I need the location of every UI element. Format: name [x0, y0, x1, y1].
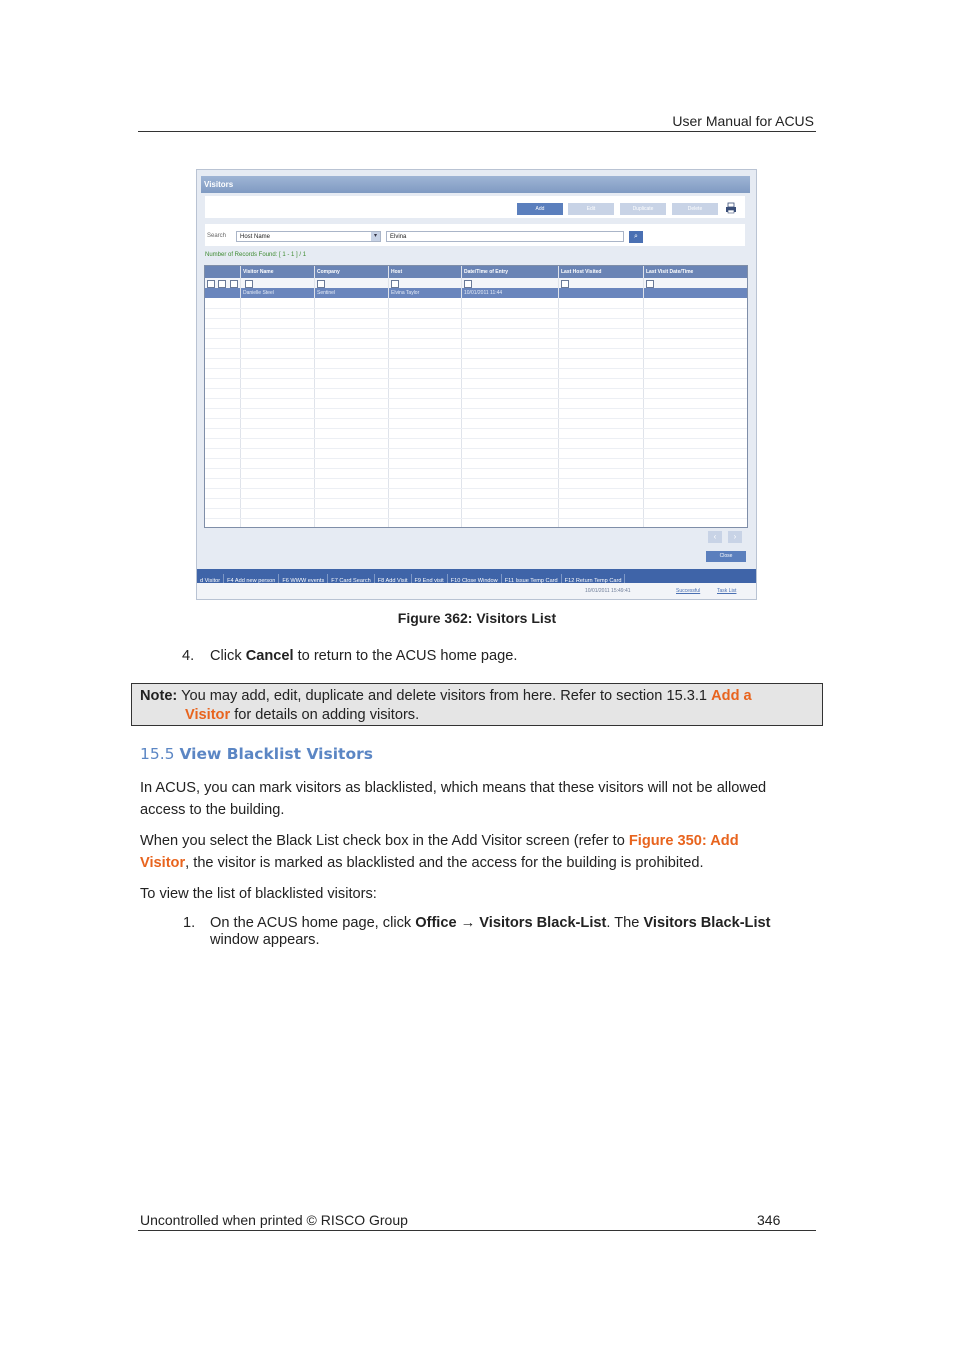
step-text-pre: On the ACUS home page, click	[210, 915, 416, 931]
step-number: 4.	[182, 648, 195, 664]
search-icon[interactable]: ⌕	[629, 231, 643, 243]
grid-line	[205, 358, 747, 359]
grid-line	[205, 478, 747, 479]
window-term: Visitors Black-List	[643, 915, 771, 931]
delete-button[interactable]: Delete	[672, 203, 718, 215]
grid-line	[205, 328, 747, 329]
column-header[interactable]: Host	[391, 269, 403, 275]
grid-line	[205, 438, 747, 439]
arrow: →	[456, 915, 480, 931]
grid-line	[205, 408, 747, 409]
search-label: Search	[207, 233, 227, 239]
step-text: window appears.	[210, 932, 320, 948]
step-text-post: to return to the ACUS home page.	[293, 648, 518, 664]
figure-350-link[interactable]: Figure 350: Add	[628, 833, 739, 849]
grid-line	[205, 468, 747, 469]
add-visitor-link[interactable]: Visitor	[185, 707, 231, 723]
paragraph-text: , the visitor is marked as blacklisted and the access for the building is prohibited.	[185, 855, 704, 871]
figure-caption: Figure 362: Visitors List	[397, 610, 557, 626]
column-header[interactable]: Company	[317, 269, 340, 275]
function-key[interactable]: F8 Add Visit	[375, 574, 412, 583]
step-text-pre: Click	[210, 648, 246, 664]
chevron-down-icon[interactable]: ▾	[371, 232, 380, 241]
filter-checkbox[interactable]	[646, 280, 654, 288]
function-key[interactable]: F7 Card Search	[328, 574, 374, 583]
status-bar	[197, 583, 756, 599]
cancel-term: Cancel	[245, 648, 294, 664]
paragraph-line: To view the list of blacklisted visitors:	[140, 886, 377, 902]
grid-line	[205, 498, 747, 499]
column-header[interactable]: Visitor Name	[243, 269, 274, 275]
running-header: User Manual for ACUS	[672, 113, 814, 129]
function-key[interactable]: F4 Add new person	[224, 574, 279, 583]
print-icon[interactable]	[725, 202, 737, 214]
grid-line	[205, 368, 747, 369]
column-header[interactable]: Last Visit Date/Time	[646, 269, 694, 275]
note-label: Note:	[140, 688, 178, 704]
close-button[interactable]: Close	[706, 551, 746, 562]
filter-checkbox[interactable]	[245, 280, 253, 288]
paragraph-line: access to the building.	[140, 802, 285, 818]
previous-page-button[interactable]: ‹	[708, 531, 722, 543]
task-list-link[interactable]: Task List	[717, 588, 737, 594]
filter-checkbox[interactable]	[561, 280, 569, 288]
office-term: Office	[415, 915, 457, 931]
search-input[interactable]: Elvina	[386, 231, 624, 242]
filter-checkbox[interactable]	[207, 280, 215, 288]
status-time: 10/01/2011 15:49:41	[585, 588, 631, 594]
table-cell: Elvina Taylor	[391, 290, 420, 296]
figure-350-link[interactable]: Visitor	[140, 855, 186, 871]
filter-checkbox[interactable]	[317, 280, 325, 288]
column-header[interactable]: Last Host Visited	[561, 269, 602, 275]
add-button[interactable]: Add	[517, 203, 563, 215]
paragraph-line	[140, 852, 704, 874]
window-title: Visitors	[201, 176, 750, 193]
visitors-table	[204, 265, 748, 528]
grid-line	[205, 308, 747, 309]
grid-line	[205, 348, 747, 349]
records-found: Number of Records Found: [ 1 - 1 ] / 1	[205, 252, 307, 258]
paragraph-line	[140, 830, 739, 852]
table-cell: Sentinel	[317, 290, 336, 296]
grid-line	[205, 378, 747, 379]
next-page-button[interactable]: ›	[728, 531, 742, 543]
grid-line	[205, 448, 747, 449]
function-key[interactable]: F9 End visit	[412, 574, 448, 583]
function-key[interactable]: F10 Close Window	[448, 574, 502, 583]
function-key[interactable]: F12 Return Temp Card	[562, 574, 626, 583]
function-key[interactable]: F6 WWW events	[279, 574, 328, 583]
grid-line	[205, 318, 747, 319]
grid-line	[205, 458, 747, 459]
filter-checkbox[interactable]	[218, 280, 226, 288]
duplicate-button[interactable]: Duplicate	[620, 203, 666, 215]
search-field-select[interactable]: Host Name	[236, 231, 381, 242]
filter-checkbox[interactable]	[230, 280, 238, 288]
grid-line	[205, 398, 747, 399]
filter-checkbox[interactable]	[464, 280, 472, 288]
function-key[interactable]: F11 Issue Temp Card	[502, 574, 562, 583]
filter-row	[205, 278, 747, 288]
section-heading	[140, 745, 373, 763]
visitors-screenshot	[196, 169, 757, 600]
page-number: 346	[757, 1212, 781, 1228]
note-text: You may add, edit, duplicate and delete visitors from here. Refer to section 15.3.1	[177, 688, 712, 704]
step-text	[210, 645, 517, 667]
table-cell: Danielle Steel	[243, 290, 274, 296]
function-key-bar	[197, 569, 756, 583]
paragraph-line: In ACUS, you can mark visitors as blacklisted, which means that these visitors will not be allowed	[140, 780, 767, 796]
add-visitor-link[interactable]: Add a	[711, 688, 752, 704]
note-text: for details on adding visitors.	[230, 707, 420, 723]
status-result-link[interactable]: Successful	[676, 588, 701, 594]
grid-line	[205, 508, 747, 509]
column-header[interactable]: Date/Time of Entry	[464, 269, 509, 275]
section-number: 15.5	[140, 745, 180, 763]
filter-checkbox[interactable]	[391, 280, 399, 288]
footer-text: Uncontrolled when printed © RISCO Group	[140, 1212, 408, 1228]
menu-term: Visitors Black-List	[479, 915, 607, 931]
step-text-mid: . The	[606, 915, 644, 931]
paragraph-text: When you select the Black List check box in the Add Visitor screen (refer to	[140, 833, 629, 849]
grid-line	[205, 418, 747, 419]
step-number: 1.	[183, 915, 196, 931]
grid-line	[205, 428, 747, 429]
table-cell: 10/01/2011 11:44	[464, 290, 503, 296]
note-line	[185, 704, 419, 726]
grid-line	[205, 338, 747, 339]
header-rule	[138, 131, 816, 132]
grid-line	[205, 488, 747, 489]
footer-rule	[138, 1230, 816, 1231]
grid-line	[205, 388, 747, 389]
grid-line	[205, 518, 747, 519]
edit-button[interactable]: Edit	[568, 203, 614, 215]
section-title: View Blacklist Visitors	[179, 745, 373, 763]
function-key[interactable]: d Visitor	[197, 574, 224, 583]
